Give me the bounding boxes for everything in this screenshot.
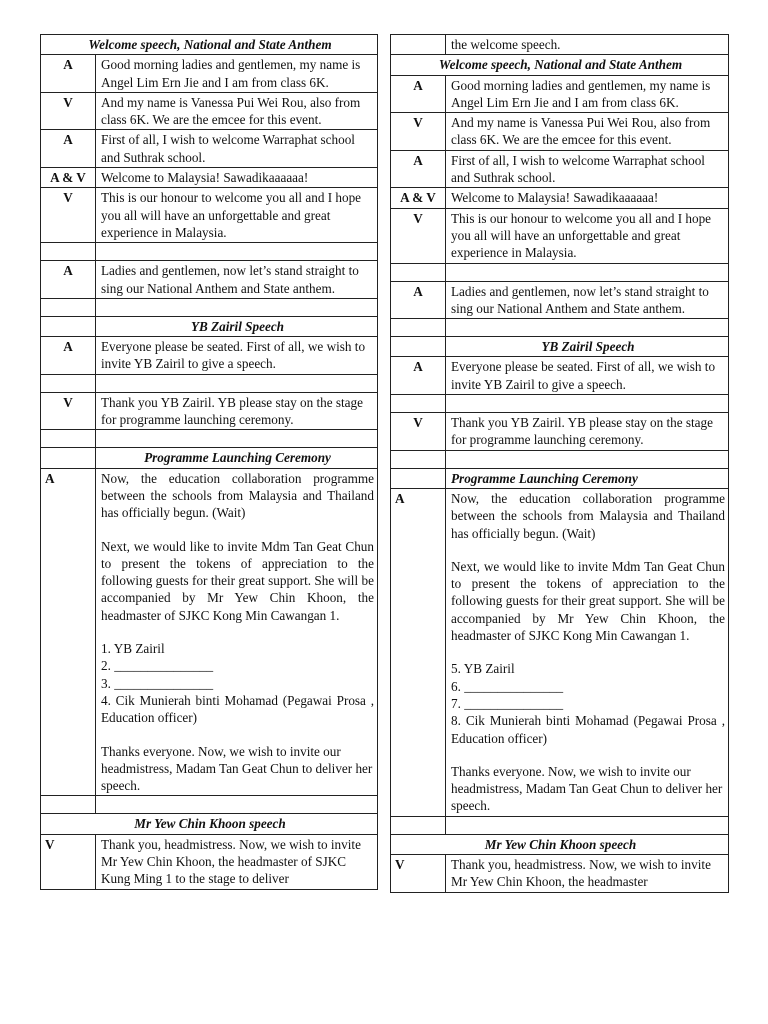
dialogue-text xyxy=(96,468,378,796)
dialogue-text: This is our honour to welcome you all and I hope you all will have an unforgettable and great experience in Malaysia. xyxy=(96,188,378,243)
section-heading-yb: YB Zairil Speech xyxy=(446,337,729,357)
section-heading-yew: Mr Yew Chin Khoon speech xyxy=(41,814,378,834)
speaker-label: A xyxy=(41,468,96,796)
dialogue-text: And my name is Vanessa Pui Wei Rou, also from class 6K. We are the emcee for this event. xyxy=(446,113,729,151)
table-row xyxy=(41,188,378,243)
table-row xyxy=(391,75,729,113)
blank-row xyxy=(41,430,378,448)
speaker-label: A & V xyxy=(41,168,96,188)
blank-row xyxy=(391,450,729,468)
section-heading-row xyxy=(41,814,378,834)
dialogue-text: Good morning ladies and gentlemen, my name is Angel Lim Ern Jie and I am from class 6K. xyxy=(96,55,378,93)
table-row xyxy=(391,35,729,55)
speaker-label: A xyxy=(41,261,96,299)
section-heading-row xyxy=(391,337,729,357)
speaker-label: V xyxy=(391,413,446,451)
section-heading-yb: YB Zairil Speech xyxy=(96,316,378,336)
table-row xyxy=(41,834,378,889)
dialogue-text: Welcome to Malaysia! Sawadikaaaaaa! xyxy=(96,168,378,188)
blank-row xyxy=(41,796,378,814)
blank-row xyxy=(391,816,729,834)
table-row xyxy=(41,392,378,430)
dialogue-text: Thank you YB Zairil. YB please stay on the stage for programme launching ceremony. xyxy=(96,392,378,430)
table-row xyxy=(391,208,729,263)
blank-row xyxy=(41,243,378,261)
table-row xyxy=(41,261,378,299)
dialogue-text: Ladies and gentlemen, now let’s stand straight to sing our National Anthem and State anthem. xyxy=(96,261,378,299)
table-row xyxy=(41,337,378,375)
guest-list-item: 6. _______________ xyxy=(451,678,564,694)
section-heading-welcome: Welcome speech, National and State Anthem xyxy=(391,55,729,75)
table-row xyxy=(41,92,378,130)
dialogue-text: Ladies and gentlemen, now let’s stand straight to sing our National Anthem and State anthem. xyxy=(446,281,729,319)
speaker-label: A xyxy=(391,75,446,113)
dialogue-text: And my name is Vanessa Pui Wei Rou, also from class 6K. We are the emcee for this event. xyxy=(96,92,378,130)
guest-list-item: 3. _______________ xyxy=(101,675,214,691)
table-row xyxy=(391,150,729,188)
table-row xyxy=(391,488,729,816)
dialogue-text: Thank you, headmistress. Now, we wish to invite Mr Yew Chin Khoon, the headmaster xyxy=(446,854,729,892)
speaker-label: A xyxy=(391,357,446,395)
guest-list-item: 2. _______________ xyxy=(101,658,214,674)
guest-list-item: 8. Cik Munierah binti Mohamad (Pegawai Prosa , Education officer) xyxy=(451,713,725,746)
table-row xyxy=(41,55,378,93)
dialogue-text: Good morning ladies and gentlemen, my name is Angel Lim Ern Jie and I am from class 6K. xyxy=(446,75,729,113)
speaker-label: A xyxy=(391,150,446,188)
dialogue-text: Thank you YB Zairil. YB please stay on the stage for programme launching ceremony. xyxy=(446,413,729,451)
dialogue-text: Thank you, headmistress. Now, we wish to invite Mr Yew Chin Khoon, the headmaster of SJKC Kung Ming 1 to the stage to deliver xyxy=(96,834,378,889)
script-table-left xyxy=(40,34,378,890)
section-heading-row xyxy=(41,35,378,55)
dialogue-text: Everyone please be seated. First of all, we wish to invite YB Zairil to give a speech. xyxy=(446,357,729,395)
dialogue-text xyxy=(446,488,729,816)
launch-paragraph-3: Thanks everyone. Now, we wish to invite our headmistress, Madam Tan Geat Chun to deliver her speech. xyxy=(451,763,723,814)
section-heading-row xyxy=(41,316,378,336)
launch-paragraph-1: Now, the education collaboration programme between the schools from Malaysia and Thailand has officially begun. (Wait) xyxy=(101,470,374,521)
speaker-label: V xyxy=(391,854,446,892)
speaker-label: V xyxy=(391,113,446,151)
script-table-right xyxy=(390,34,729,893)
guest-list-item: 7. _______________ xyxy=(451,695,564,711)
table-row xyxy=(41,168,378,188)
section-heading-row xyxy=(391,55,729,75)
table-row xyxy=(391,281,729,319)
section-heading-row xyxy=(391,468,729,488)
speaker-label: V xyxy=(391,208,446,263)
dialogue-text: Everyone please be seated. First of all, we wish to invite YB Zairil to give a speech. xyxy=(96,337,378,375)
section-heading-launch: Programme Launching Ceremony xyxy=(446,468,729,488)
speaker-label: A & V xyxy=(391,188,446,208)
speaker-label: A xyxy=(41,55,96,93)
dialogue-text: First of all, I wish to welcome Warraphat school and Suthrak school. xyxy=(96,130,378,168)
blank-row xyxy=(41,298,378,316)
table-row xyxy=(41,130,378,168)
blank-row xyxy=(391,319,729,337)
blank-row xyxy=(41,374,378,392)
dialogue-text: Welcome to Malaysia! Sawadikaaaaaa! xyxy=(446,188,729,208)
speaker-label: V xyxy=(41,92,96,130)
table-row xyxy=(41,468,378,796)
speaker-label: A xyxy=(391,488,446,816)
section-heading-row xyxy=(41,448,378,468)
section-heading-row xyxy=(391,834,729,854)
section-heading-yew: Mr Yew Chin Khoon speech xyxy=(391,834,729,854)
table-row xyxy=(391,854,729,892)
dialogue-text: First of all, I wish to welcome Warraphat school and Suthrak school. xyxy=(446,150,729,188)
launch-paragraph-2: Next, we would like to invite Mdm Tan Geat Chun to present the tokens of appreciation to the following guests for their great support. She will be accompanied by Mr Yew Chin Khoon, the headmaster of SJKC Kong Min Cawangan 1. xyxy=(451,558,725,644)
speaker-label: V xyxy=(41,188,96,243)
speaker-label: A xyxy=(391,281,446,319)
blank-row xyxy=(391,395,729,413)
guest-list-item: 5. YB Zairil xyxy=(451,661,515,677)
speaker-label: V xyxy=(41,834,96,889)
launch-paragraph-3: Thanks everyone. Now, we wish to invite our headmistress, Madam Tan Geat Chun to deliver her speech. xyxy=(101,743,373,794)
table-row xyxy=(391,113,729,151)
dialogue-text: the welcome speech. xyxy=(446,35,729,55)
launch-paragraph-1: Now, the education collaboration programme between the schools from Malaysia and Thailand has officially begun. (Wait) xyxy=(451,490,725,541)
table-row xyxy=(391,413,729,451)
dialogue-text: This is our honour to welcome you all and I hope you all will have an unforgettable and great experience in Malaysia. xyxy=(446,208,729,263)
speaker-label: V xyxy=(41,392,96,430)
blank-row xyxy=(391,263,729,281)
launch-paragraph-2: Next, we would like to invite Mdm Tan Geat Chun to present the tokens of appreciation to the following guests for their great support. She will be accompanied by Mr Yew Chin Khoon, the headmaster of SJKC Kong Min Cawangan 1. xyxy=(101,538,374,623)
guest-list-item: 4. Cik Munierah binti Mohamad (Pegawai Prosa , Education officer) xyxy=(101,692,374,726)
section-heading-launch: Programme Launching Ceremony xyxy=(96,448,378,468)
guest-list-item: 1. YB Zairil xyxy=(101,641,165,657)
speaker-label: A xyxy=(41,130,96,168)
speaker-label: A xyxy=(41,337,96,375)
table-row xyxy=(391,188,729,208)
table-row xyxy=(391,357,729,395)
section-heading-welcome: Welcome speech, National and State Anthem xyxy=(41,35,378,55)
